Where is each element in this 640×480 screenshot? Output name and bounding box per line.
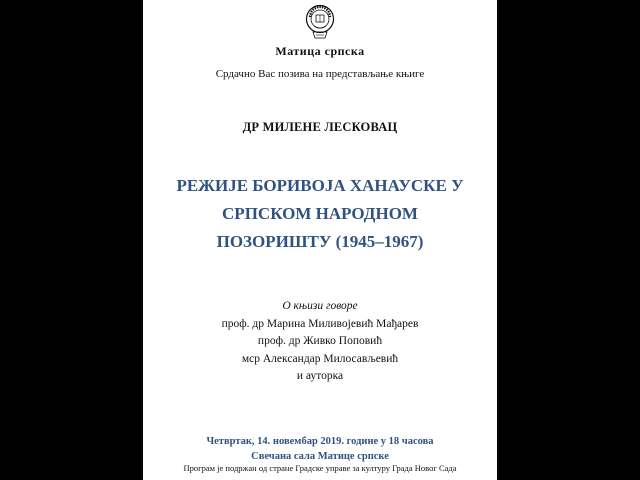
book-title-line: РЕЖИЈЕ БОРИВОЈА ХАНАУСКЕ У xyxy=(176,176,464,195)
invitation-text: Срдачно Вас позива на представљање књиге xyxy=(215,68,425,80)
speaker-name: мср Александар Милосављевић xyxy=(241,352,399,365)
event-details xyxy=(143,434,497,464)
book-title xyxy=(143,172,497,256)
speaker-name: проф. др Марина Миливојевић Мађарев xyxy=(221,317,419,330)
matica-srpska-seal-icon xyxy=(305,4,335,40)
invitation-page xyxy=(143,0,497,480)
speaker-name: и ауторка xyxy=(296,370,344,382)
book-title-line: СРПСКОМ НАРОДНОМ xyxy=(222,204,418,223)
speaker-name: проф. др Живко Поповић xyxy=(257,335,383,347)
speakers-intro: О књизи говоре xyxy=(282,300,358,312)
speakers-list xyxy=(143,298,497,386)
book-author: ДР МИЛЕНЕ ЛЕСКОВАЦ xyxy=(242,120,398,134)
event-venue: Свечана сала Матице српске xyxy=(251,451,389,462)
event-datetime: Четвртак, 14. новембар 2019. године у 18 часова xyxy=(206,436,434,447)
organization-name: Матица српска xyxy=(275,44,365,58)
support-note: Програм је подржан од стране Градске управе за културу Града Новог Сада xyxy=(183,463,457,473)
book-title-line: ПОЗОРИШТУ (1945–1967) xyxy=(216,232,424,251)
